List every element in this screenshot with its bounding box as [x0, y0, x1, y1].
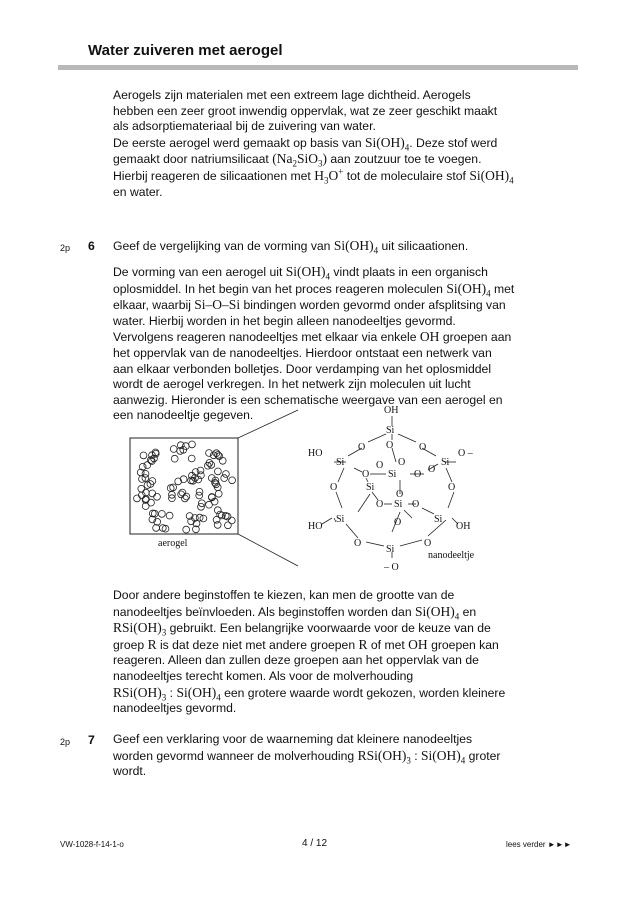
- aerogel-figure: [122, 400, 522, 578]
- svg-text:O: O: [376, 499, 384, 510]
- zoom-line-bottom: [238, 534, 298, 566]
- formula-sioh4: $Si(OH)_4$: [365, 134, 410, 153]
- svg-text:O –: O –: [458, 448, 473, 459]
- aerogel-sphere: [142, 470, 149, 477]
- svg-text:Si: Si: [394, 499, 403, 510]
- aerogel-sphere: [144, 462, 151, 469]
- nanoparticle-label: nanodeeltje: [428, 550, 475, 561]
- svg-text:O: O: [358, 442, 366, 453]
- aerogel-sphere: [140, 452, 147, 459]
- question-6-number: 6: [88, 239, 95, 253]
- aerogel-sphere: [167, 485, 174, 492]
- svg-text:Si: Si: [336, 457, 345, 468]
- svg-text:– O: – O: [384, 562, 399, 573]
- svg-text:Si: Si: [388, 469, 397, 480]
- aerogel-sphere: [221, 475, 228, 482]
- aerogel-sphere: [153, 525, 160, 532]
- svg-text:O: O: [394, 517, 402, 528]
- aerogel-sphere: [225, 522, 232, 529]
- aerogel-sphere: [154, 493, 161, 500]
- aerogel-sphere: [171, 455, 178, 462]
- svg-text:O: O: [412, 499, 420, 510]
- svg-text:O: O: [396, 489, 404, 500]
- formula-sioh4: $Si(OH)_4$: [469, 167, 514, 186]
- footer-page-number: 4 / 12: [302, 838, 328, 849]
- aerogel-sphere: [229, 477, 236, 484]
- aerogel-sphere: [215, 468, 222, 475]
- svg-text:Si: Si: [386, 544, 395, 555]
- svg-text:OH: OH: [456, 521, 471, 532]
- aerogel-box: [130, 438, 238, 534]
- aerogel-sphere: [213, 516, 220, 523]
- svg-text:O: O: [398, 457, 406, 468]
- svg-text:Si: Si: [434, 514, 443, 525]
- svg-text:Si: Si: [386, 425, 395, 436]
- aerogel-sphere: [134, 495, 141, 502]
- question-6-text: Geef de vergelijking van de vorming van $Si(OH)_4$ uit silicaationen.: [113, 238, 469, 256]
- question-6-points: 2p: [60, 243, 71, 253]
- aerogel-sphere: [215, 490, 222, 497]
- aerogel-sphere: [223, 471, 230, 478]
- svg-text:Si: Si: [441, 457, 450, 468]
- formula-h3o: $H_3O^+$: [314, 166, 344, 186]
- svg-text:O: O: [386, 440, 394, 451]
- svg-text:O: O: [354, 538, 362, 549]
- nanoparticle-bonds: [322, 416, 458, 558]
- footer-next: lees verder ►►►: [506, 840, 572, 849]
- aerogel-sphere: [142, 503, 149, 510]
- body-paragraph-2: De vorming van een aerogel uit $Si(OH)_4$ vindt plaats in een organisch oplosmiddel. In het begin van het proces reageren moleculen $Si(OH)_4$ met elkaar, waarbij Si–O–Si bindingen worden gevormd onder afsplitsing van water. Hierbij worden in het begin alleen nanodeeltjes gevormd. Vervolgens reageren nanodeeltjes met elkaar via enkele OH groepen aan het oppervlak van de nanodeeltjes. Hierdoor ontstaat een netwerk van aan elkaar verbonden bolletjes. Door verdamping van het oplosmiddel wordt de aerogel verkregen. In het netwerk zijn moleculen uit lucht aanwezig. Hieronder is een schematische weergave van een aerogel en een nanodeeltje gegeven.: [113, 264, 515, 423]
- aerogel-sphere: [197, 467, 204, 474]
- nanoparticle-atoms: [308, 405, 474, 573]
- question-7-text: Geef een verklaring voor de waarneming dat kleinere nanodeeltjes worden gevormd wanneer de molverhouding $RSi(OH)_3$ : $Si(OH)_4$ groter wordt.: [113, 732, 501, 779]
- aerogel-sphere: [228, 517, 235, 524]
- aerogel-sphere: [188, 455, 195, 462]
- svg-text:Si: Si: [366, 482, 375, 493]
- question-7-number: 7: [88, 733, 95, 747]
- formula-na2sio3: $(Na_2SiO_3)$: [272, 151, 327, 170]
- intro-paragraph: Aerogels zijn materialen met een extreem lage dichtheid. Aerogels hebben een zeer groot inwendig oppervlak, wat ze zeer geschikt maakt als adsorptiemateriaal bij de zuivering van water. De eerste aerogel werd gemaakt op basis van $Si(OH)_4$. Deze stof werd gemaakt door natriumsilicaat $(Na_2SiO_3)$ aan zoutzuur toe te voegen. Hierbij reageren de silicaationen met $H_3O^+$ tot de moleculaire stof $Si(OH)_4$ en water.: [113, 88, 514, 199]
- svg-text:HO: HO: [308, 521, 323, 532]
- svg-text:O: O: [419, 442, 427, 453]
- svg-text:O: O: [330, 482, 338, 493]
- aerogel-sphere: [159, 511, 166, 518]
- aerogel-sphere: [189, 441, 196, 448]
- aerogel-sphere: [166, 512, 173, 519]
- aerogel-sphere: [219, 457, 226, 464]
- question-7-points: 2p: [60, 737, 71, 747]
- svg-text:Si: Si: [336, 514, 345, 525]
- aerogel-sphere: [214, 507, 221, 514]
- svg-text:O: O: [376, 460, 384, 471]
- svg-text:OH: OH: [384, 405, 399, 416]
- svg-text:O: O: [414, 469, 422, 480]
- zoom-line-top: [238, 410, 298, 438]
- title-divider: [58, 65, 578, 70]
- aerogel-sphere: [138, 485, 145, 492]
- footer-exam-code: VW-1028-f-14-1-o: [60, 840, 124, 849]
- aerogel-sphere: [149, 490, 156, 497]
- aerogel-label: aerogel: [158, 538, 188, 549]
- page-title: Water zuiveren met aerogel: [88, 42, 283, 59]
- aerogel-sphere: [183, 526, 190, 533]
- svg-text:O: O: [362, 469, 370, 480]
- svg-text:O: O: [428, 464, 436, 475]
- svg-text:O: O: [448, 482, 456, 493]
- aerogel-sphere: [170, 446, 177, 453]
- body-paragraph-3: Door andere beginstoffen te kiezen, kan men de grootte van de nanodeeltjes beïnvloeden. Als beginstoffen worden dan $Si(OH)_4$ en $RSi(OH)_3$ gebruikt. Een belangrijke voorwaarde voor de keuze van de groep R is dat deze niet met andere groepen R of met OH groepen kan reageren. Alleen dan zullen deze groepen aan het oppervlak van de nanodeeltjes terecht komen. Als voor de molverhouding $RSi(OH)_3$ : $Si(OH)_4$ een grotere waarde wordt gekozen, worden kleinere nanodeeltjes gevormd.: [113, 588, 506, 716]
- aerogel-spheres: [134, 441, 236, 533]
- svg-text:O: O: [424, 538, 432, 549]
- svg-text:HO: HO: [308, 448, 323, 459]
